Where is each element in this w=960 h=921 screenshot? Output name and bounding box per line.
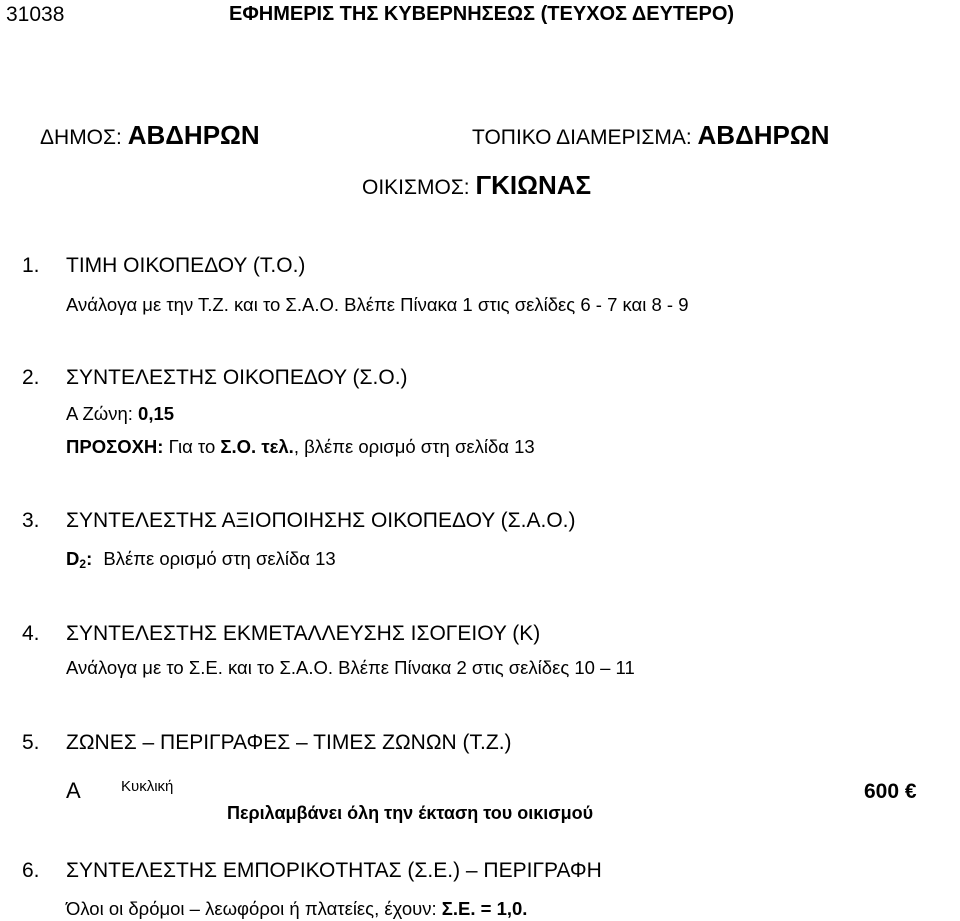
section-title: ΣΥΝΤΕΛΕΣΤΗΣ ΟΙΚΟΠΕΔΟΥ (Σ.Ο.) <box>66 366 408 389</box>
section-6-heading <box>22 859 602 883</box>
zone-letter: Α <box>66 778 81 803</box>
section-2-heading <box>22 366 408 390</box>
zone-description: Περιλαμβάνει όλη την έκταση του οικισμού <box>227 803 594 823</box>
gazette-title: ΕΦΗΜΕΡΙΣ ΤΗΣ ΚΥΒΕΡΝΗΣΕΩΣ (ΤΕΥΧΟΣ ΔΕΥΤΕΡΟ) <box>229 3 735 25</box>
attention-post: , βλέπε ορισμό στη σελίδα 13 <box>293 436 535 457</box>
attention-label: ΠΡΟΣΟΧΗ: <box>66 436 164 457</box>
d2-line <box>66 548 336 571</box>
section-title: ΣΥΝΤΕΛΕΣΤΗΣ ΑΞΙΟΠΟΙΗΣΗΣ ΟΙΚΟΠΕΔΟΥ (Σ.Α.Ο.) <box>66 509 576 532</box>
d2-text: Βλέπε ορισμό στη σελίδα 13 <box>103 548 336 569</box>
attention-pre: Για το <box>168 436 216 457</box>
district-line <box>472 120 830 151</box>
section-1-text: Ανάλογα με την Τ.Ζ. και το Σ.Α.Ο. Βλέπε Πίνακα 1 στις σελίδες 6 - 7 και 8 - 9 <box>66 294 689 315</box>
section-6-text <box>66 898 527 920</box>
section-5-heading <box>22 731 512 755</box>
section-title: ΣΥΝΤΕΛΕΣΤΗΣ ΕΜΠΟΡΙΚΟΤΗΤΑΣ (Σ.Ε.) – ΠΕΡΙΓΡΑΦΗ <box>66 859 602 882</box>
section-3-heading <box>22 509 576 533</box>
zone-factor-line <box>66 403 174 425</box>
zone-name: Κυκλική <box>121 778 174 795</box>
section-4-text: Ανάλογα με το Σ.Ε. και το Σ.Α.Ο. Βλέπε Πίνακα 2 στις σελίδες 10 – 11 <box>66 657 635 678</box>
section-6-pre: Όλοι οι δρόμοι – λεωφόροι ή πλατείες, έχουν: <box>66 898 437 919</box>
zone-factor-label: Α Ζώνη: <box>66 403 133 424</box>
municipality-label: ΔΗΜΟΣ: <box>40 126 122 149</box>
page-number: 31038 <box>6 3 65 26</box>
section-title: ΤΙΜΗ ΟΙΚΟΠΕΔΟΥ (Τ.Ο.) <box>66 254 306 277</box>
section-number: 2. <box>22 366 40 389</box>
zone-price: 600 € <box>864 780 917 803</box>
district-label: ΤΟΠΙΚΟ ΔΙΑΜΕΡΙΣΜΑ: <box>472 126 692 149</box>
attention-note <box>66 436 535 458</box>
section-6-value: Σ.Ε. = 1,0. <box>441 898 528 919</box>
district-value: ΑΒΔΗΡΩΝ <box>697 120 830 150</box>
settlement-label: ΟΙΚΙΣΜΟΣ: <box>362 176 470 199</box>
section-number: 6. <box>22 859 40 882</box>
d2-label: $D_2$: <box>66 548 93 571</box>
zone-factor-value: 0,15 <box>138 403 175 424</box>
section-number: 5. <box>22 731 40 754</box>
municipality-value: ΑΒΔΗΡΩΝ <box>127 120 260 150</box>
section-number: 4. <box>22 622 40 645</box>
municipality-line <box>40 120 260 151</box>
section-title: ΣΥΝΤΕΛΕΣΤΗΣ ΕΚΜΕΤΑΛΛΕΥΣΗΣ ΙΣΟΓΕΙΟΥ (Κ) <box>66 622 541 645</box>
settlement-value: ΓΚΙΩΝΑΣ <box>475 170 592 200</box>
attention-term: Σ.Ο. τελ. <box>220 436 294 457</box>
section-number: 3. <box>22 509 40 532</box>
section-number: 1. <box>22 254 40 277</box>
section-title: ΖΩΝΕΣ – ΠΕΡΙΓΡΑΦΕΣ – ΤΙΜΕΣ ΖΩΝΩΝ (Τ.Ζ.) <box>66 731 512 754</box>
section-4-heading <box>22 622 540 646</box>
settlement-line <box>362 170 591 201</box>
section-1-heading <box>22 254 305 278</box>
